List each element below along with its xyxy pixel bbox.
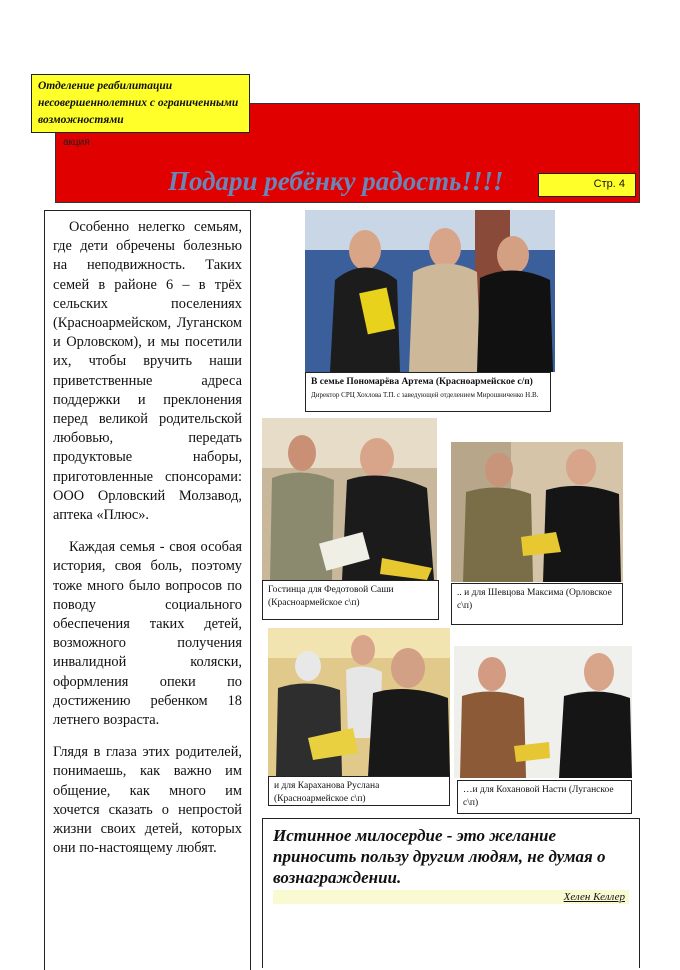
photo-fedotova <box>262 418 437 580</box>
quote-author: Хелен Келлер <box>273 890 629 904</box>
photo-caption: Гостинца для Федотовой Саши (Красноармейское с\п) <box>262 580 439 620</box>
quote-box <box>262 818 640 968</box>
article-paragraph: Каждая семья - своя особая история, своя боль, поэтому тоже много было вопросов по поводу социального обеспечения таких детей, возможного получения инвалидной коляски, оформления опеки по достижению ребенком 18 летнего возраста. <box>53 539 242 729</box>
article-paragraph: Глядя в глаза этих родителей, понимаешь, как важно им общение, как много им хочется сказать о непростой жизни своих детей, которых они по-настоящему любят. <box>53 744 242 857</box>
department-label: Отделение реабилитации несовершеннолетних с ограниченными возможностями <box>31 74 250 133</box>
photo-shevtsov <box>451 442 623 582</box>
photo-caption: …и для Кохановой Насти (Луганское с\п) <box>457 780 632 814</box>
article-text <box>44 210 251 970</box>
photo-caption: .. и для Шевцова Максима (Орловское с\п) <box>451 583 623 625</box>
quote-text: Истинное милосердие - это желание приносить пользу другим людям, не думая о вознаграждении. <box>273 826 606 887</box>
photo-ponomarev-family <box>305 210 555 372</box>
article-paragraph: Особенно нелегко семьям, где дети обречены болезнью на неподвижность. Таких семей в районе 6 – в трёх сельских поселениях (Красноармейском, Луганском и Орловском), и мы посетили их, чтобы вручить наши приветственные адреса поддержки и преклонения перед великой родительской любовью, передать продуктовые наборы, приготовленные спонсорами: ООО Орловский Молзавод, аптека «Плюс». <box>53 219 242 524</box>
photo-caption: и для Караханова Руслана (Красноармейское с\п) <box>268 776 450 806</box>
caption-text: В семье Пономарёва Артема (Красноармейское с/п) <box>311 377 533 387</box>
page-number: Стр. 4 <box>538 173 636 197</box>
photo-caption <box>305 372 551 412</box>
photo-kokhanova <box>454 646 632 778</box>
caption-subtext: Директор СРЦ Хохлова Т.П. с заведующей отделением Мирошниченко Н.В. <box>311 391 539 399</box>
photo-karakhanov <box>268 628 450 776</box>
section-tag: акция <box>63 137 90 148</box>
page-title: Подари ребёнку радость!!!! <box>168 166 504 196</box>
